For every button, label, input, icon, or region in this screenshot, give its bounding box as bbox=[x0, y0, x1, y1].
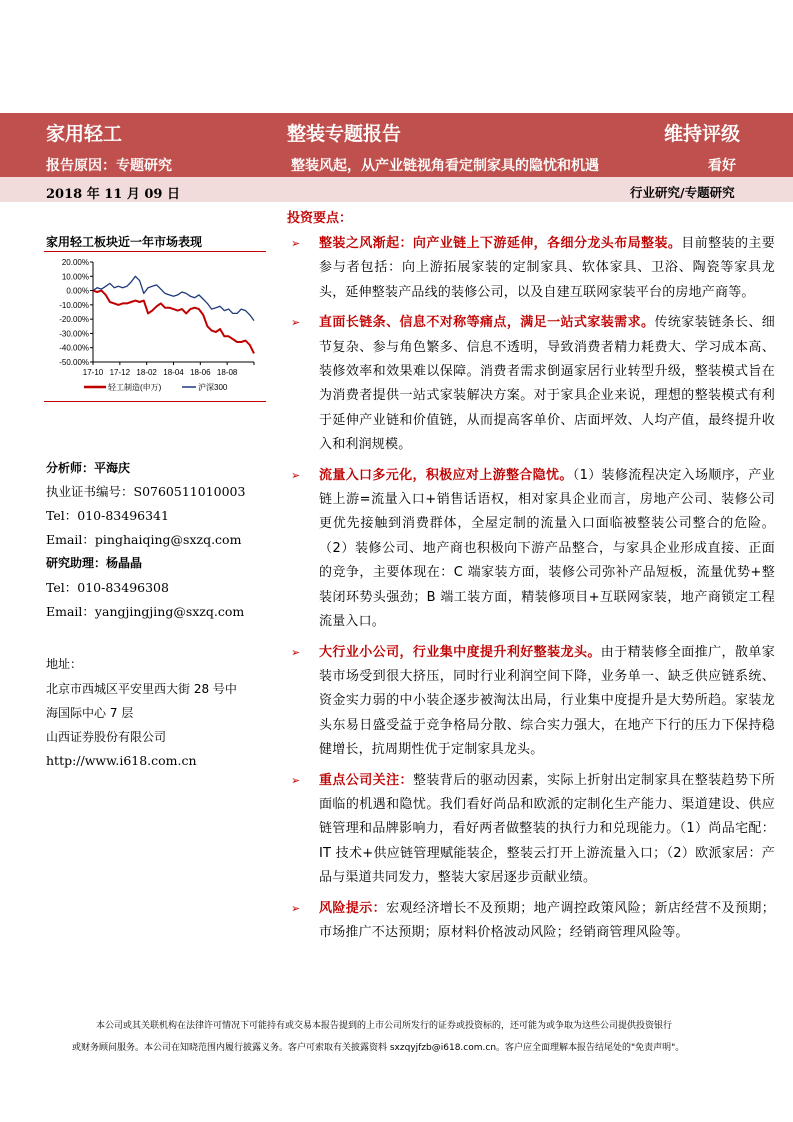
report-subtitle: 整装风起，从产业链视角看定制家具的隐忧和机遇 bbox=[291, 158, 599, 174]
report-reason: 报告原因：专题研究 bbox=[46, 158, 172, 174]
svg-text:20.00%: 20.00% bbox=[61, 258, 89, 267]
svg-text:18-06: 18-06 bbox=[190, 368, 211, 377]
highlight-text: 整装背后的驱动因素，实际上折射出定制家具在整装趋势下所面临的机遇和隐忧。我们看好尚品和欧派的定制化生产能力、渠道建设、供应链管理和品牌影响力，看好两者做整装的执行力和兑现能力。（1）尚品宅配：IT 技术+供应链管理赋能装企，整装云打开上游流量入口；（2）欧派家居：产品与渠道共同发力，整装大家居逐步贡献业绩。 bbox=[319, 772, 776, 886]
company-name: 山西证券股份有限公司 bbox=[46, 730, 167, 744]
address-label: 地址： bbox=[46, 657, 83, 671]
rating-action: 维持评级 bbox=[664, 123, 741, 145]
svg-text:18-04: 18-04 bbox=[163, 368, 184, 377]
arrow-bullet-icon: ➢ bbox=[291, 901, 301, 915]
highlight-lead: 风险提示： bbox=[319, 900, 387, 916]
report-date: 2018 年 11 月 09 日 bbox=[46, 187, 180, 202]
disclaimer-line-1: 本公司或其关联机构在法律许可情况下可能持有或交易本报告提到的上市公司所发行的证券或投资标的，还可能为或争取为这些公司提供投资银行 bbox=[96, 1021, 673, 1031]
svg-text:-30.00%: -30.00% bbox=[59, 329, 89, 339]
svg-text:轻工制造(申万): 轻工制造(申万) bbox=[108, 383, 162, 392]
address-line-1: 北京市西城区平安里西大街 28 号中 bbox=[46, 682, 237, 696]
highlight-item bbox=[287, 311, 775, 457]
svg-text:18-08: 18-08 bbox=[216, 368, 238, 377]
website-link[interactable]: http://www.i618.com.cn bbox=[46, 753, 197, 768]
analyst-email[interactable]: Email：pinghaiqing@sxzq.com bbox=[46, 532, 242, 547]
assistant-email[interactable]: Email：yangjingjing@sxzq.com bbox=[46, 604, 245, 619]
disclaimer-line-2: 或财务顾问服务。本公司在知晓范围内履行披露义务。客户可索取有关披露资料 sxzqyjfzb@i618.com.cn。客户应全面理解本报告结尾处的"免责声明"。 bbox=[72, 1043, 685, 1053]
highlight-text: 宏观经济增长不及预期；地产调控政策风险；新店经营不及预期；市场推广不达预期；原材料价格波动风险；经销商管理风险等。 bbox=[319, 900, 775, 940]
report-category: 行业研究/专题研究 bbox=[630, 185, 735, 200]
chart-title: 家用轻工板块近一年市场表现 bbox=[46, 235, 203, 249]
highlight-text: （1）装修流程决定入场顺序，产业链上游=流量入口+销售话语权，相对家具企业而言，房地产公司、装修公司更优先接触到消费群体，全屋定制的流量入口面临被整装公司整合的危险。（2）装修公司、地产商也积极向下游产品整合，与家具企业形成直接、正面的竞争，主要体现在：C 端家装方面，装修公司弥补产品短板，流量优势+整装闭环势头强劲；B 端工装方面，精装修项目+互联网家装，地产商锁定工程流量入口。 bbox=[319, 467, 775, 630]
section-title: 投资要点： bbox=[287, 211, 353, 226]
assistant-tel: Tel：010-83496308 bbox=[46, 580, 169, 595]
divider bbox=[44, 251, 266, 252]
investment-highlights bbox=[287, 207, 775, 945]
svg-text:17-10: 17-10 bbox=[82, 368, 104, 377]
analyst-tel: Tel：010-83496341 bbox=[46, 508, 169, 523]
highlight-lead: 流量入口多元化，积极应对上游整合隐忧。 bbox=[319, 467, 573, 483]
highlight-item bbox=[287, 464, 775, 635]
highlight-lead: 直面长链条、信息不对称等痛点，满足一站式家装需求。 bbox=[319, 315, 655, 331]
highlight-text: 传统家装链条长、细节复杂、参与角色繁多、信息不透明，导致消费者精力耗费大、学习成本高、装修效率和效果难以保障。消费者需求倒逼家居行业转型升级，整装模式旨在为消费者提供一站式家装解决方案。对于家具企业来说，理想的整装模式有利于延伸产业链和价值链，从而提高客单价、店面坪效、人均产值，最终提升收入和利润规模。 bbox=[319, 315, 775, 453]
svg-text:-10.00%: -10.00% bbox=[59, 300, 89, 310]
market-performance-chart bbox=[44, 254, 268, 400]
arrow-bullet-icon: ➢ bbox=[291, 773, 301, 787]
highlight-item bbox=[287, 769, 775, 891]
highlight-item bbox=[287, 641, 775, 763]
license-number: 执业证书编号：S0760511010003 bbox=[46, 484, 246, 499]
highlight-lead: 整装之风渐起：向产业链上下游延伸，各细分龙头布局整装。 bbox=[319, 236, 682, 251]
address-line-2: 海国际中心 7 层 bbox=[46, 706, 134, 720]
highlight-text: 由于精装修全面推广，散单家装市场受到很大挤压，同时行业利润空间下降，业务单一、缺乏供应链系统、资金实力弱的中小装企逐步被淘汰出局，行业集中度提升是大势所趋。家装龙头东易日盛受益于竞争格局分散、综合实力强大，在地产下行的压力下保持稳健增长，抗周期性优于定制家具龙头。 bbox=[319, 644, 775, 758]
sector-title: 家用轻工 bbox=[46, 123, 123, 145]
svg-text:18-02: 18-02 bbox=[136, 368, 157, 377]
arrow-bullet-icon: ➢ bbox=[291, 468, 301, 482]
divider bbox=[44, 401, 266, 402]
highlight-lead: 大行业小公司，行业集中度提升利好整装龙头。 bbox=[319, 644, 601, 660]
svg-text:沪深300: 沪深300 bbox=[198, 383, 228, 392]
svg-text:-20.00%: -20.00% bbox=[59, 315, 89, 325]
highlight-item bbox=[287, 232, 775, 305]
analyst-name: 分析师：平海庆 bbox=[46, 461, 131, 475]
highlight-text: 目前整装的主要参与者包括：向上游拓展家装的定制家具、软体家具、卫浴、陶瓷等家具龙头，延伸整装产品线的装修公司，以及自建互联网家装平台的房地产商等。 bbox=[319, 236, 775, 300]
assistant-name: 研究助理：杨晶晶 bbox=[46, 556, 143, 570]
svg-text:0.00%: 0.00% bbox=[66, 286, 89, 296]
svg-text:10.00%: 10.00% bbox=[61, 272, 89, 282]
report-type: 整装专题报告 bbox=[287, 123, 402, 145]
rating-badge: 看好 bbox=[708, 158, 736, 174]
svg-text:-50.00%: -50.00% bbox=[59, 358, 89, 367]
arrow-bullet-icon: ➢ bbox=[291, 645, 301, 659]
svg-text:17-12: 17-12 bbox=[109, 368, 131, 377]
arrow-bullet-icon: ➢ bbox=[291, 316, 301, 330]
highlight-lead: 重点公司关注： bbox=[319, 772, 413, 788]
highlight-item bbox=[287, 897, 775, 946]
disclaimer bbox=[72, 1015, 742, 1059]
svg-text:-40.00%: -40.00% bbox=[59, 343, 89, 353]
arrow-bullet-icon: ➢ bbox=[291, 237, 301, 250]
